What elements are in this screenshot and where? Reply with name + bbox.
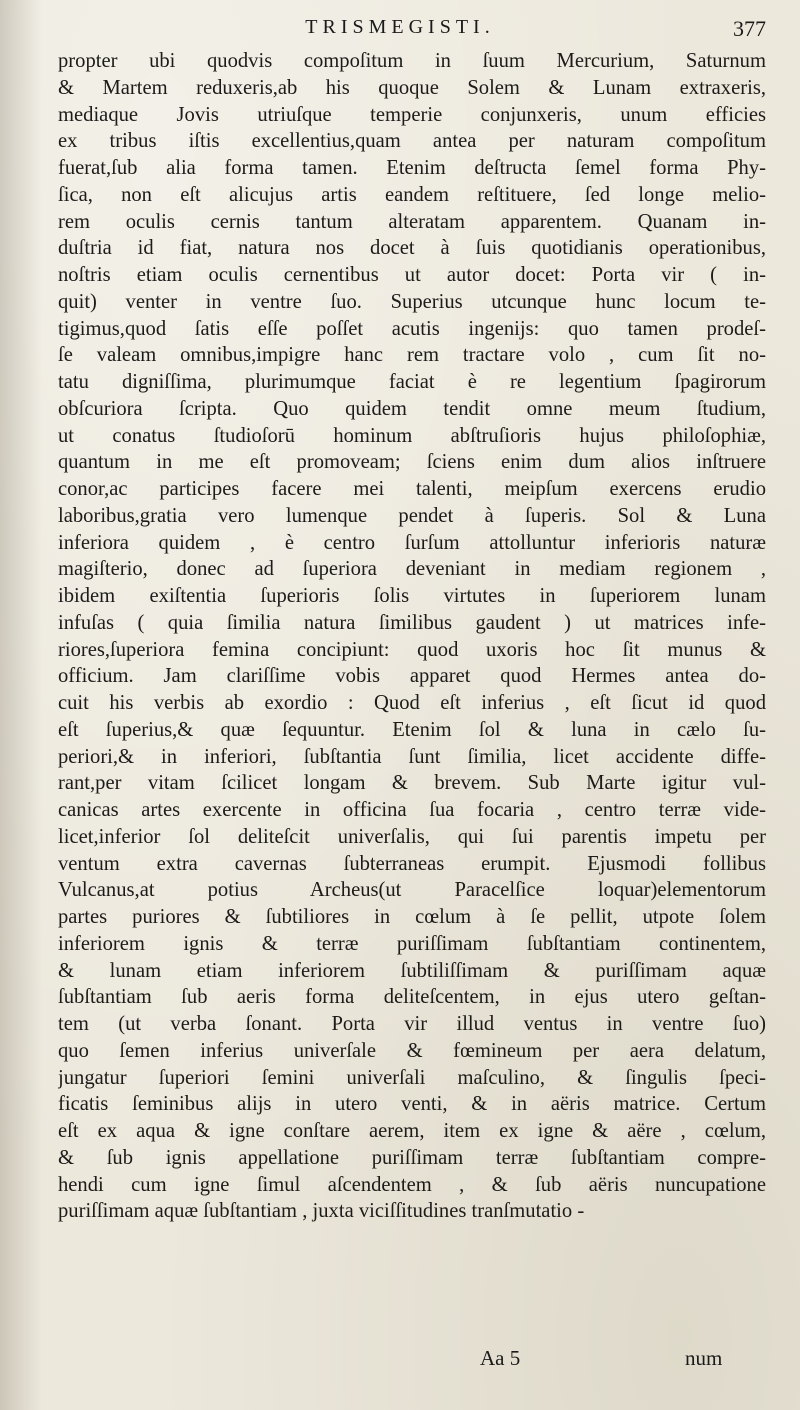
catchword: num (685, 1346, 723, 1370)
text-line: mediaque Jovis utriuſque temperie conjunxeris, unum efficies (58, 103, 766, 126)
text-line: quo ſemen inferius univerſale & fœmineum per aera delatum, (58, 1039, 766, 1062)
text-line: tem (ut verba ſonant. Porta vir illud ventus in ventre ſuo) (58, 1013, 766, 1035)
text-line: eſt ſuperius,& quæ ſequuntur. Etenim ſol & luna in cælo ſu- (58, 718, 766, 741)
text-line: propter ubi quodvis compoſitum in ſuum Mercurium, Saturnum (58, 50, 766, 72)
text-line: magiſterio, donec ad ſuperiora deveniant in mediam regionem , (58, 558, 766, 581)
text-line: puriſſimam aquæ ſubſtantiam , juxta viciſſitudines tranſmutatio - (58, 1200, 585, 1223)
text-line: canicas artes exercente in officina ſua focaria , centro terræ vide- (58, 799, 766, 821)
text-line: cuit his verbis ab exordio : Quod eſt inferius , eſt ſicut id quod (58, 692, 766, 714)
text-line: laboribus,gratia vero lumenque pendet à ſuperis. Sol & Luna (58, 504, 766, 527)
text-line: noſtris etiam oculis cernentibus ut autor docet: Porta vir ( in- (58, 264, 766, 286)
body-text (58, 48, 766, 1225)
text-line: periori,& in inferiori, ſubſtantia ſunt ſimilia, licet accidente diffe- (58, 745, 766, 768)
text-line: ſica, non eſt alicujus artis eandem reſtituere, ſed longe melio- (58, 183, 766, 206)
text-line: tigimus,quod ſatis eſſe poſſet acutis ingenijs: quo tamen prodeſ- (58, 317, 766, 340)
text-line: quit) venter in ventre ſuo. Superius utcunque hunc locum te- (58, 290, 766, 313)
text-line: ut conatus ſtudioſorū hominum abſtruſioris hujus philoſophiæ, (58, 424, 766, 447)
text-line: riores,ſuperiora femina concipiunt: quod uxoris hoc ſit munus & (58, 638, 766, 661)
text-line: tatu digniſſima, plurimumque faciat è re legentium ſpagirorum (58, 371, 766, 393)
text-line: Vulcanus,at potius Archeus(ut Paracelſice loquar)elementorum (58, 879, 766, 902)
running-head: TRISMEGISTI. (305, 16, 495, 38)
text-line: ſe valeam omnibus,impigre hanc rem tractare volo , cum ſit no- (58, 344, 766, 367)
text-line: & ſub ignis appellatione puriſſimam terræ ſubſtantiam compre- (58, 1146, 766, 1169)
text-line: hendi cum igne ſimul aſcendentem , & ſub aëris nuncupatione (58, 1173, 766, 1196)
text-line: ficatis ſeminibus alijs in utero venti, & in aëris matrice. Certum (58, 1093, 766, 1116)
text-line: fuerat,ſub alia forma tamen. Etenim deſtructa ſemel forma Phy- (58, 157, 766, 179)
page-footer (0, 1346, 800, 1376)
gutter-shadow (0, 0, 42, 1410)
text-line: ventum extra cavernas ſubterraneas erumpit. Ejusmodi follibus (58, 852, 766, 875)
text-line: ibidem exiſtentia ſuperioris ſolis virtutes in ſuperiorem lunam (58, 585, 766, 607)
text-line: ex tribus iſtis excellentius,quam antea per naturam compoſitum (58, 130, 766, 153)
page-header (0, 16, 800, 46)
text-line: & Martem reduxeris,ab his quoque Solem & Lunam extraxeris, (58, 76, 766, 99)
text-line: licet,inferior ſol deliteſcit univerſalis, qui ſui parentis impetu per (58, 825, 766, 848)
text-line: partes puriores & ſubtiliores in cœlum à ſe pellit, utpote ſolem (58, 906, 766, 928)
text-line: inferiorem ignis & terræ puriſſimam ſubſtantiam continentem, (58, 932, 766, 955)
text-line: rant,per vitam ſcilicet longam & brevem. Sub Marte igitur vul- (58, 772, 766, 795)
signature-mark: Aa 5 (480, 1346, 521, 1370)
text-line: inferiora quidem , è centro ſurſum attolluntur inferioris naturæ (58, 531, 766, 554)
text-line: eſt ex aqua & igne conſtare aerem, item ex igne & aëre , cœlum, (58, 1120, 766, 1142)
page-number: 377 (733, 16, 766, 41)
text-line: ſubſtantiam ſub aeris forma deliteſcentem, in ejus utero geſtan- (58, 986, 766, 1009)
text-line: rem oculis cernis tantum alteratam apparentem. Quanam in- (58, 210, 766, 233)
text-line: obſcuriora ſcripta. Quo quidem tendit omne meum ſtudium, (58, 397, 766, 420)
text-line: officium. Jam clariſſime vobis apparet quod Hermes antea do- (58, 665, 766, 688)
text-line: jungatur ſuperiori ſemini univerſali maſculino, & ſingulis ſpeci- (58, 1066, 766, 1089)
text-line: & lunam etiam inferiorem ſubtiliſſimam & puriſſimam aquæ (58, 959, 766, 982)
text-line: infuſas ( quia ſimilia natura ſimilibus gaudent ) ut matrices infe- (58, 611, 766, 634)
text-line: duſtria id fiat, natura nos docet à ſuis quotidianis operationibus, (58, 237, 766, 260)
text-line: conor,ac participes facere mei talenti, meipſum exercens erudio (58, 478, 766, 500)
text-line: quantum in me eſt promoveam; ſciens enim dum alios inſtruere (58, 451, 766, 474)
